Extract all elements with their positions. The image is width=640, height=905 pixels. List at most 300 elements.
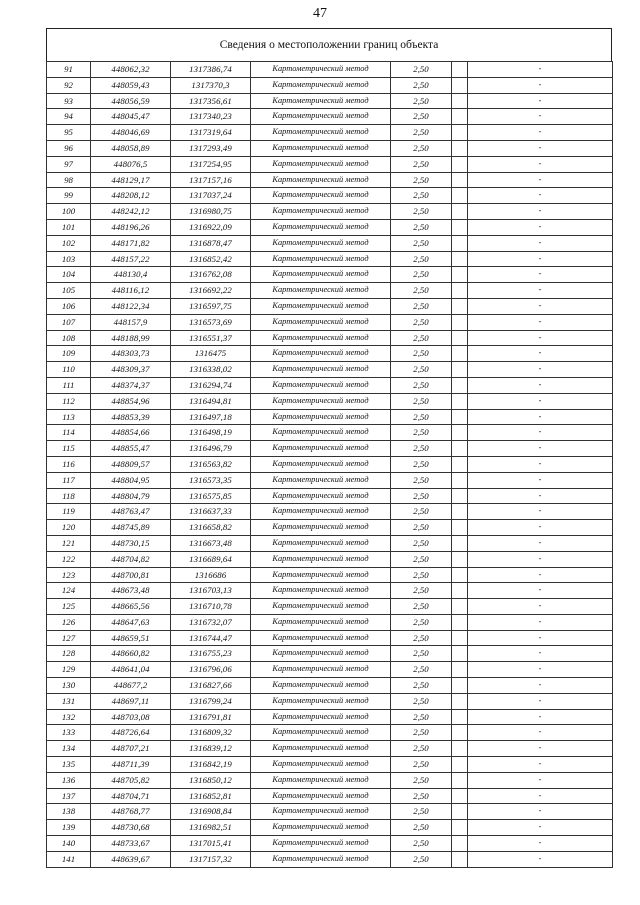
table-row bbox=[47, 204, 613, 220]
note-cell: - bbox=[468, 77, 613, 93]
accuracy-cell: 2,50 bbox=[391, 678, 452, 694]
accuracy-cell: 2,50 bbox=[391, 441, 452, 457]
note-cell: - bbox=[468, 377, 613, 393]
accuracy-cell: 2,50 bbox=[391, 377, 452, 393]
note-cell: - bbox=[468, 804, 613, 820]
x-coordinate-cell: 448804,79 bbox=[91, 488, 171, 504]
point-number-cell: 116 bbox=[47, 456, 91, 472]
empty-cell bbox=[452, 488, 468, 504]
y-coordinate-cell: 1316809,32 bbox=[171, 725, 251, 741]
method-cell: Картометрический метод bbox=[251, 535, 391, 551]
empty-cell bbox=[452, 646, 468, 662]
accuracy-cell: 2,50 bbox=[391, 504, 452, 520]
y-coordinate-cell: 1316799,24 bbox=[171, 693, 251, 709]
y-coordinate-cell: 1317370,3 bbox=[171, 77, 251, 93]
table-row bbox=[47, 583, 613, 599]
note-cell: - bbox=[468, 283, 613, 299]
note-cell: - bbox=[468, 409, 613, 425]
empty-cell bbox=[452, 788, 468, 804]
note-cell: - bbox=[468, 583, 613, 599]
accuracy-cell: 2,50 bbox=[391, 725, 452, 741]
point-number-cell: 122 bbox=[47, 551, 91, 567]
table-row bbox=[47, 441, 613, 457]
x-coordinate-cell: 448130,4 bbox=[91, 267, 171, 283]
accuracy-cell: 2,50 bbox=[391, 140, 452, 156]
y-coordinate-cell: 1316982,51 bbox=[171, 820, 251, 836]
accuracy-cell: 2,50 bbox=[391, 235, 452, 251]
y-coordinate-cell: 1317037,24 bbox=[171, 188, 251, 204]
table-row bbox=[47, 425, 613, 441]
accuracy-cell: 2,50 bbox=[391, 788, 452, 804]
x-coordinate-cell: 448704,71 bbox=[91, 788, 171, 804]
empty-cell bbox=[452, 456, 468, 472]
point-number-cell: 131 bbox=[47, 693, 91, 709]
empty-cell bbox=[452, 535, 468, 551]
note-cell: - bbox=[468, 93, 613, 109]
x-coordinate-cell: 448157,22 bbox=[91, 251, 171, 267]
x-coordinate-cell: 448242,12 bbox=[91, 204, 171, 220]
y-coordinate-cell: 1316498,19 bbox=[171, 425, 251, 441]
method-cell: Картометрический метод bbox=[251, 362, 391, 378]
x-coordinate-cell: 448768,77 bbox=[91, 804, 171, 820]
point-number-cell: 92 bbox=[47, 77, 91, 93]
point-number-cell: 99 bbox=[47, 188, 91, 204]
empty-cell bbox=[452, 156, 468, 172]
accuracy-cell: 2,50 bbox=[391, 425, 452, 441]
x-coordinate-cell: 448711,39 bbox=[91, 757, 171, 773]
method-cell: Картометрический метод bbox=[251, 520, 391, 536]
y-coordinate-cell: 1316791,81 bbox=[171, 709, 251, 725]
accuracy-cell: 2,50 bbox=[391, 346, 452, 362]
empty-cell bbox=[452, 251, 468, 267]
y-coordinate-cell: 1317157,32 bbox=[171, 851, 251, 867]
y-coordinate-cell: 1316686 bbox=[171, 567, 251, 583]
note-cell: - bbox=[468, 472, 613, 488]
note-cell: - bbox=[468, 551, 613, 567]
x-coordinate-cell: 448647,63 bbox=[91, 614, 171, 630]
empty-cell bbox=[452, 409, 468, 425]
method-cell: Картометрический метод bbox=[251, 836, 391, 852]
y-coordinate-cell: 1316980,75 bbox=[171, 204, 251, 220]
x-coordinate-cell: 448703,08 bbox=[91, 709, 171, 725]
table-row bbox=[47, 662, 613, 678]
point-number-cell: 93 bbox=[47, 93, 91, 109]
point-number-cell: 108 bbox=[47, 330, 91, 346]
method-cell: Картометрический метод bbox=[251, 804, 391, 820]
note-cell: - bbox=[468, 567, 613, 583]
method-cell: Картометрический метод bbox=[251, 77, 391, 93]
table-row bbox=[47, 330, 613, 346]
y-coordinate-cell: 1316563,82 bbox=[171, 456, 251, 472]
empty-cell bbox=[452, 472, 468, 488]
empty-cell bbox=[452, 804, 468, 820]
y-coordinate-cell: 1317015,41 bbox=[171, 836, 251, 852]
empty-cell bbox=[452, 377, 468, 393]
x-coordinate-cell: 448804,95 bbox=[91, 472, 171, 488]
note-cell: - bbox=[468, 251, 613, 267]
x-coordinate-cell: 448726,64 bbox=[91, 725, 171, 741]
method-cell: Картометрический метод bbox=[251, 93, 391, 109]
note-cell: - bbox=[468, 535, 613, 551]
note-cell: - bbox=[468, 235, 613, 251]
note-cell: - bbox=[468, 678, 613, 694]
accuracy-cell: 2,50 bbox=[391, 599, 452, 615]
empty-cell bbox=[452, 551, 468, 567]
empty-cell bbox=[452, 599, 468, 615]
accuracy-cell: 2,50 bbox=[391, 836, 452, 852]
point-number-cell: 140 bbox=[47, 836, 91, 852]
y-coordinate-cell: 1316475 bbox=[171, 346, 251, 362]
note-cell: - bbox=[468, 425, 613, 441]
method-cell: Картометрический метод bbox=[251, 267, 391, 283]
x-coordinate-cell: 448854,96 bbox=[91, 393, 171, 409]
accuracy-cell: 2,50 bbox=[391, 109, 452, 125]
note-cell: - bbox=[468, 204, 613, 220]
empty-cell bbox=[452, 172, 468, 188]
x-coordinate-cell: 448763,47 bbox=[91, 504, 171, 520]
point-number-cell: 133 bbox=[47, 725, 91, 741]
accuracy-cell: 2,50 bbox=[391, 393, 452, 409]
x-coordinate-cell: 448122,34 bbox=[91, 298, 171, 314]
empty-cell bbox=[452, 630, 468, 646]
x-coordinate-cell: 448730,15 bbox=[91, 535, 171, 551]
point-number-cell: 103 bbox=[47, 251, 91, 267]
point-number-cell: 112 bbox=[47, 393, 91, 409]
method-cell: Картометрический метод bbox=[251, 820, 391, 836]
empty-cell bbox=[452, 125, 468, 141]
method-cell: Картометрический метод bbox=[251, 204, 391, 220]
accuracy-cell: 2,50 bbox=[391, 267, 452, 283]
x-coordinate-cell: 448188,99 bbox=[91, 330, 171, 346]
table-row bbox=[47, 298, 613, 314]
y-coordinate-cell: 1317254,95 bbox=[171, 156, 251, 172]
table-row bbox=[47, 630, 613, 646]
note-cell: - bbox=[468, 156, 613, 172]
method-cell: Картометрический метод bbox=[251, 757, 391, 773]
point-number-cell: 129 bbox=[47, 662, 91, 678]
point-number-cell: 130 bbox=[47, 678, 91, 694]
accuracy-cell: 2,50 bbox=[391, 188, 452, 204]
point-number-cell: 115 bbox=[47, 441, 91, 457]
empty-cell bbox=[452, 425, 468, 441]
x-coordinate-cell: 448853,39 bbox=[91, 409, 171, 425]
empty-cell bbox=[452, 567, 468, 583]
method-cell: Картометрический метод bbox=[251, 646, 391, 662]
note-cell: - bbox=[468, 219, 613, 235]
method-cell: Картометрический метод bbox=[251, 488, 391, 504]
table-row bbox=[47, 772, 613, 788]
note-cell: - bbox=[468, 772, 613, 788]
table-row bbox=[47, 235, 613, 251]
table-row bbox=[47, 535, 613, 551]
x-coordinate-cell: 448809,57 bbox=[91, 456, 171, 472]
accuracy-cell: 2,50 bbox=[391, 662, 452, 678]
x-coordinate-cell: 448076,5 bbox=[91, 156, 171, 172]
accuracy-cell: 2,50 bbox=[391, 472, 452, 488]
accuracy-cell: 2,50 bbox=[391, 804, 452, 820]
table-title: Сведения о местоположении границ объекта bbox=[46, 28, 612, 61]
empty-cell bbox=[452, 662, 468, 678]
y-coordinate-cell: 1316852,81 bbox=[171, 788, 251, 804]
accuracy-cell: 2,50 bbox=[391, 741, 452, 757]
method-cell: Картометрический метод bbox=[251, 188, 391, 204]
empty-cell bbox=[452, 583, 468, 599]
empty-cell bbox=[452, 188, 468, 204]
note-cell: - bbox=[468, 709, 613, 725]
method-cell: Картометрический метод bbox=[251, 551, 391, 567]
x-coordinate-cell: 448639,67 bbox=[91, 851, 171, 867]
empty-cell bbox=[452, 741, 468, 757]
point-number-cell: 114 bbox=[47, 425, 91, 441]
method-cell: Картометрический метод bbox=[251, 314, 391, 330]
accuracy-cell: 2,50 bbox=[391, 535, 452, 551]
empty-cell bbox=[452, 93, 468, 109]
point-number-cell: 128 bbox=[47, 646, 91, 662]
y-coordinate-cell: 1316658,82 bbox=[171, 520, 251, 536]
point-number-cell: 137 bbox=[47, 788, 91, 804]
table-row bbox=[47, 283, 613, 299]
x-coordinate-cell: 448116,12 bbox=[91, 283, 171, 299]
note-cell: - bbox=[468, 741, 613, 757]
method-cell: Картометрический метод bbox=[251, 583, 391, 599]
table-row bbox=[47, 251, 613, 267]
accuracy-cell: 2,50 bbox=[391, 583, 452, 599]
note-cell: - bbox=[468, 630, 613, 646]
point-number-cell: 110 bbox=[47, 362, 91, 378]
y-coordinate-cell: 1317293,49 bbox=[171, 140, 251, 156]
y-coordinate-cell: 1316494,81 bbox=[171, 393, 251, 409]
y-coordinate-cell: 1316839,12 bbox=[171, 741, 251, 757]
method-cell: Картометрический метод bbox=[251, 630, 391, 646]
accuracy-cell: 2,50 bbox=[391, 520, 452, 536]
point-number-cell: 127 bbox=[47, 630, 91, 646]
accuracy-cell: 2,50 bbox=[391, 630, 452, 646]
x-coordinate-cell: 448705,82 bbox=[91, 772, 171, 788]
accuracy-cell: 2,50 bbox=[391, 851, 452, 867]
x-coordinate-cell: 448056,59 bbox=[91, 93, 171, 109]
table-row bbox=[47, 267, 613, 283]
y-coordinate-cell: 1316573,35 bbox=[171, 472, 251, 488]
table-row bbox=[47, 567, 613, 583]
method-cell: Картометрический метод bbox=[251, 472, 391, 488]
point-number-cell: 134 bbox=[47, 741, 91, 757]
note-cell: - bbox=[468, 62, 613, 78]
method-cell: Картометрический метод bbox=[251, 346, 391, 362]
y-coordinate-cell: 1316637,33 bbox=[171, 504, 251, 520]
note-cell: - bbox=[468, 646, 613, 662]
x-coordinate-cell: 448700,81 bbox=[91, 567, 171, 583]
accuracy-cell: 2,50 bbox=[391, 219, 452, 235]
table-row bbox=[47, 678, 613, 694]
empty-cell bbox=[452, 851, 468, 867]
y-coordinate-cell: 1316732,07 bbox=[171, 614, 251, 630]
method-cell: Картометрический метод bbox=[251, 504, 391, 520]
point-number-cell: 119 bbox=[47, 504, 91, 520]
y-coordinate-cell: 1317386,74 bbox=[171, 62, 251, 78]
point-number-cell: 136 bbox=[47, 772, 91, 788]
method-cell: Картометрический метод bbox=[251, 409, 391, 425]
x-coordinate-cell: 448733,67 bbox=[91, 836, 171, 852]
method-cell: Картометрический метод bbox=[251, 678, 391, 694]
method-cell: Картометрический метод bbox=[251, 662, 391, 678]
note-cell: - bbox=[468, 125, 613, 141]
note-cell: - bbox=[468, 314, 613, 330]
accuracy-cell: 2,50 bbox=[391, 693, 452, 709]
note-cell: - bbox=[468, 172, 613, 188]
empty-cell bbox=[452, 678, 468, 694]
table-row bbox=[47, 188, 613, 204]
empty-cell bbox=[452, 757, 468, 773]
y-coordinate-cell: 1316744,47 bbox=[171, 630, 251, 646]
note-cell: - bbox=[468, 456, 613, 472]
note-cell: - bbox=[468, 298, 613, 314]
empty-cell bbox=[452, 283, 468, 299]
point-number-cell: 109 bbox=[47, 346, 91, 362]
note-cell: - bbox=[468, 836, 613, 852]
table-row bbox=[47, 757, 613, 773]
table-row bbox=[47, 725, 613, 741]
y-coordinate-cell: 1317356,61 bbox=[171, 93, 251, 109]
x-coordinate-cell: 448208,12 bbox=[91, 188, 171, 204]
table-row bbox=[47, 456, 613, 472]
accuracy-cell: 2,50 bbox=[391, 298, 452, 314]
empty-cell bbox=[452, 314, 468, 330]
table-row bbox=[47, 851, 613, 867]
method-cell: Картометрический метод bbox=[251, 567, 391, 583]
table-row bbox=[47, 709, 613, 725]
empty-cell bbox=[452, 62, 468, 78]
table-row bbox=[47, 172, 613, 188]
point-number-cell: 121 bbox=[47, 535, 91, 551]
x-coordinate-cell: 448854,66 bbox=[91, 425, 171, 441]
note-cell: - bbox=[468, 346, 613, 362]
y-coordinate-cell: 1316796,06 bbox=[171, 662, 251, 678]
method-cell: Картометрический метод bbox=[251, 456, 391, 472]
empty-cell bbox=[452, 520, 468, 536]
table-row bbox=[47, 693, 613, 709]
y-coordinate-cell: 1316692,22 bbox=[171, 283, 251, 299]
x-coordinate-cell: 448704,82 bbox=[91, 551, 171, 567]
x-coordinate-cell: 448659,51 bbox=[91, 630, 171, 646]
empty-cell bbox=[452, 836, 468, 852]
table-row bbox=[47, 741, 613, 757]
accuracy-cell: 2,50 bbox=[391, 772, 452, 788]
y-coordinate-cell: 1316852,42 bbox=[171, 251, 251, 267]
y-coordinate-cell: 1316710,78 bbox=[171, 599, 251, 615]
table-row bbox=[47, 314, 613, 330]
accuracy-cell: 2,50 bbox=[391, 757, 452, 773]
empty-cell bbox=[452, 219, 468, 235]
accuracy-cell: 2,50 bbox=[391, 709, 452, 725]
method-cell: Картометрический метод bbox=[251, 156, 391, 172]
table-row bbox=[47, 788, 613, 804]
table-row bbox=[47, 409, 613, 425]
table-row bbox=[47, 346, 613, 362]
empty-cell bbox=[452, 235, 468, 251]
empty-cell bbox=[452, 725, 468, 741]
empty-cell bbox=[452, 77, 468, 93]
y-coordinate-cell: 1316755,23 bbox=[171, 646, 251, 662]
table-row bbox=[47, 599, 613, 615]
y-coordinate-cell: 1316496,79 bbox=[171, 441, 251, 457]
note-cell: - bbox=[468, 693, 613, 709]
table-row bbox=[47, 836, 613, 852]
y-coordinate-cell: 1316575,85 bbox=[171, 488, 251, 504]
point-number-cell: 135 bbox=[47, 757, 91, 773]
table-row bbox=[47, 156, 613, 172]
method-cell: Картометрический метод bbox=[251, 62, 391, 78]
point-number-cell: 141 bbox=[47, 851, 91, 867]
y-coordinate-cell: 1316850,12 bbox=[171, 772, 251, 788]
table-row bbox=[47, 77, 613, 93]
empty-cell bbox=[452, 204, 468, 220]
x-coordinate-cell: 448677,2 bbox=[91, 678, 171, 694]
x-coordinate-cell: 448660,82 bbox=[91, 646, 171, 662]
note-cell: - bbox=[468, 109, 613, 125]
table-row bbox=[47, 109, 613, 125]
method-cell: Картометрический метод bbox=[251, 219, 391, 235]
note-cell: - bbox=[468, 140, 613, 156]
point-number-cell: 94 bbox=[47, 109, 91, 125]
x-coordinate-cell: 448697,11 bbox=[91, 693, 171, 709]
method-cell: Картометрический метод bbox=[251, 140, 391, 156]
table-row bbox=[47, 488, 613, 504]
method-cell: Картометрический метод bbox=[251, 425, 391, 441]
accuracy-cell: 2,50 bbox=[391, 330, 452, 346]
boundary-table-sheet bbox=[46, 28, 612, 868]
method-cell: Картометрический метод bbox=[251, 109, 391, 125]
note-cell: - bbox=[468, 188, 613, 204]
empty-cell bbox=[452, 109, 468, 125]
empty-cell bbox=[452, 298, 468, 314]
note-cell: - bbox=[468, 851, 613, 867]
note-cell: - bbox=[468, 362, 613, 378]
accuracy-cell: 2,50 bbox=[391, 409, 452, 425]
accuracy-cell: 2,50 bbox=[391, 488, 452, 504]
accuracy-cell: 2,50 bbox=[391, 314, 452, 330]
accuracy-cell: 2,50 bbox=[391, 77, 452, 93]
note-cell: - bbox=[468, 788, 613, 804]
empty-cell bbox=[452, 330, 468, 346]
coordinates-table bbox=[46, 61, 613, 868]
method-cell: Картометрический метод bbox=[251, 772, 391, 788]
point-number-cell: 96 bbox=[47, 140, 91, 156]
method-cell: Картометрический метод bbox=[251, 599, 391, 615]
note-cell: - bbox=[468, 330, 613, 346]
accuracy-cell: 2,50 bbox=[391, 820, 452, 836]
y-coordinate-cell: 1316597,75 bbox=[171, 298, 251, 314]
point-number-cell: 97 bbox=[47, 156, 91, 172]
note-cell: - bbox=[468, 520, 613, 536]
empty-cell bbox=[452, 709, 468, 725]
y-coordinate-cell: 1316908,84 bbox=[171, 804, 251, 820]
empty-cell bbox=[452, 820, 468, 836]
x-coordinate-cell: 448707,21 bbox=[91, 741, 171, 757]
method-cell: Картометрический метод bbox=[251, 298, 391, 314]
empty-cell bbox=[452, 614, 468, 630]
note-cell: - bbox=[468, 725, 613, 741]
x-coordinate-cell: 448855,47 bbox=[91, 441, 171, 457]
point-number-cell: 104 bbox=[47, 267, 91, 283]
accuracy-cell: 2,50 bbox=[391, 362, 452, 378]
y-coordinate-cell: 1316573,69 bbox=[171, 314, 251, 330]
x-coordinate-cell: 448303,73 bbox=[91, 346, 171, 362]
empty-cell bbox=[452, 772, 468, 788]
y-coordinate-cell: 1316878,47 bbox=[171, 235, 251, 251]
method-cell: Картометрический метод bbox=[251, 125, 391, 141]
empty-cell bbox=[452, 393, 468, 409]
table-row bbox=[47, 125, 613, 141]
